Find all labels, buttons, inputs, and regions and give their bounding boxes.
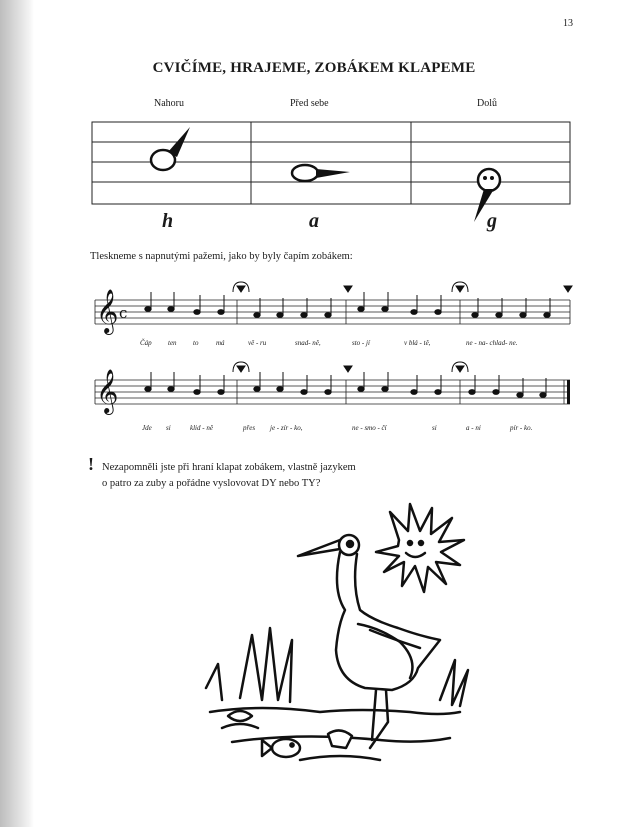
page-number: 13: [563, 18, 573, 29]
lyric-2-3: klid - ně: [190, 424, 213, 432]
lyric-2-6: ne - smo - čí: [352, 424, 387, 432]
lyric-1-4: má: [216, 339, 225, 347]
label-pred-sebe: Před sebe: [290, 98, 329, 109]
lyric-1-8: v blá - tě,: [404, 339, 431, 347]
treble-clef-icon: 𝄞: [96, 289, 119, 333]
lyric-2-7: si: [432, 424, 437, 432]
lyric-1-5: vě - ru: [248, 339, 267, 347]
lyric-1-1: Čáp: [140, 339, 152, 347]
exclamation-icon: !: [88, 454, 94, 474]
lyric-2-1: Jde: [142, 424, 152, 432]
reminder-line-1: Nezapomněli jste při hraní klapat zobákem, vlastně jazykem: [102, 462, 356, 473]
lyric-1-6: snad- ně,: [295, 339, 321, 347]
lyric-2-2: si: [166, 424, 171, 432]
lyric-1-9: ne - na- chlad- ne.: [466, 339, 518, 347]
lyric-2-9: pír - ko.: [510, 424, 533, 432]
lyric-1-7: sto - jí: [352, 339, 370, 347]
lyric-2-8: a - ni: [466, 424, 481, 432]
lyric-2-5: je - zír - ko,: [270, 424, 303, 432]
fish-icon: [262, 739, 300, 757]
label-dolu: Dolů: [477, 98, 497, 109]
label-nahoru: Nahoru: [154, 98, 184, 109]
instruction-text: Tleskneme s napnutými pažemi, jako by byly čapím zobákem:: [90, 251, 353, 262]
treble-clef-icon: 𝄞: [96, 369, 119, 413]
lyric-1-3: to: [193, 339, 199, 347]
common-time-icon: c: [119, 304, 128, 322]
frog-icon: [328, 730, 352, 748]
lyric-2-4: přes: [243, 424, 256, 432]
sun-icon: [376, 504, 464, 592]
page-title: CVIČÍME, HRAJEME, ZOBÁKEM KLAPEME: [152, 60, 476, 76]
note-letter-h: h: [162, 210, 174, 232]
water-lily-icon: [222, 711, 258, 728]
lyric-1-2: ten: [168, 339, 177, 347]
note-letter-g: g: [487, 210, 497, 232]
reminder-line-2: o patro za zuby a pořádne vyslovovat DY nebo TY?: [102, 478, 321, 489]
note-letter-a: a: [309, 210, 319, 232]
